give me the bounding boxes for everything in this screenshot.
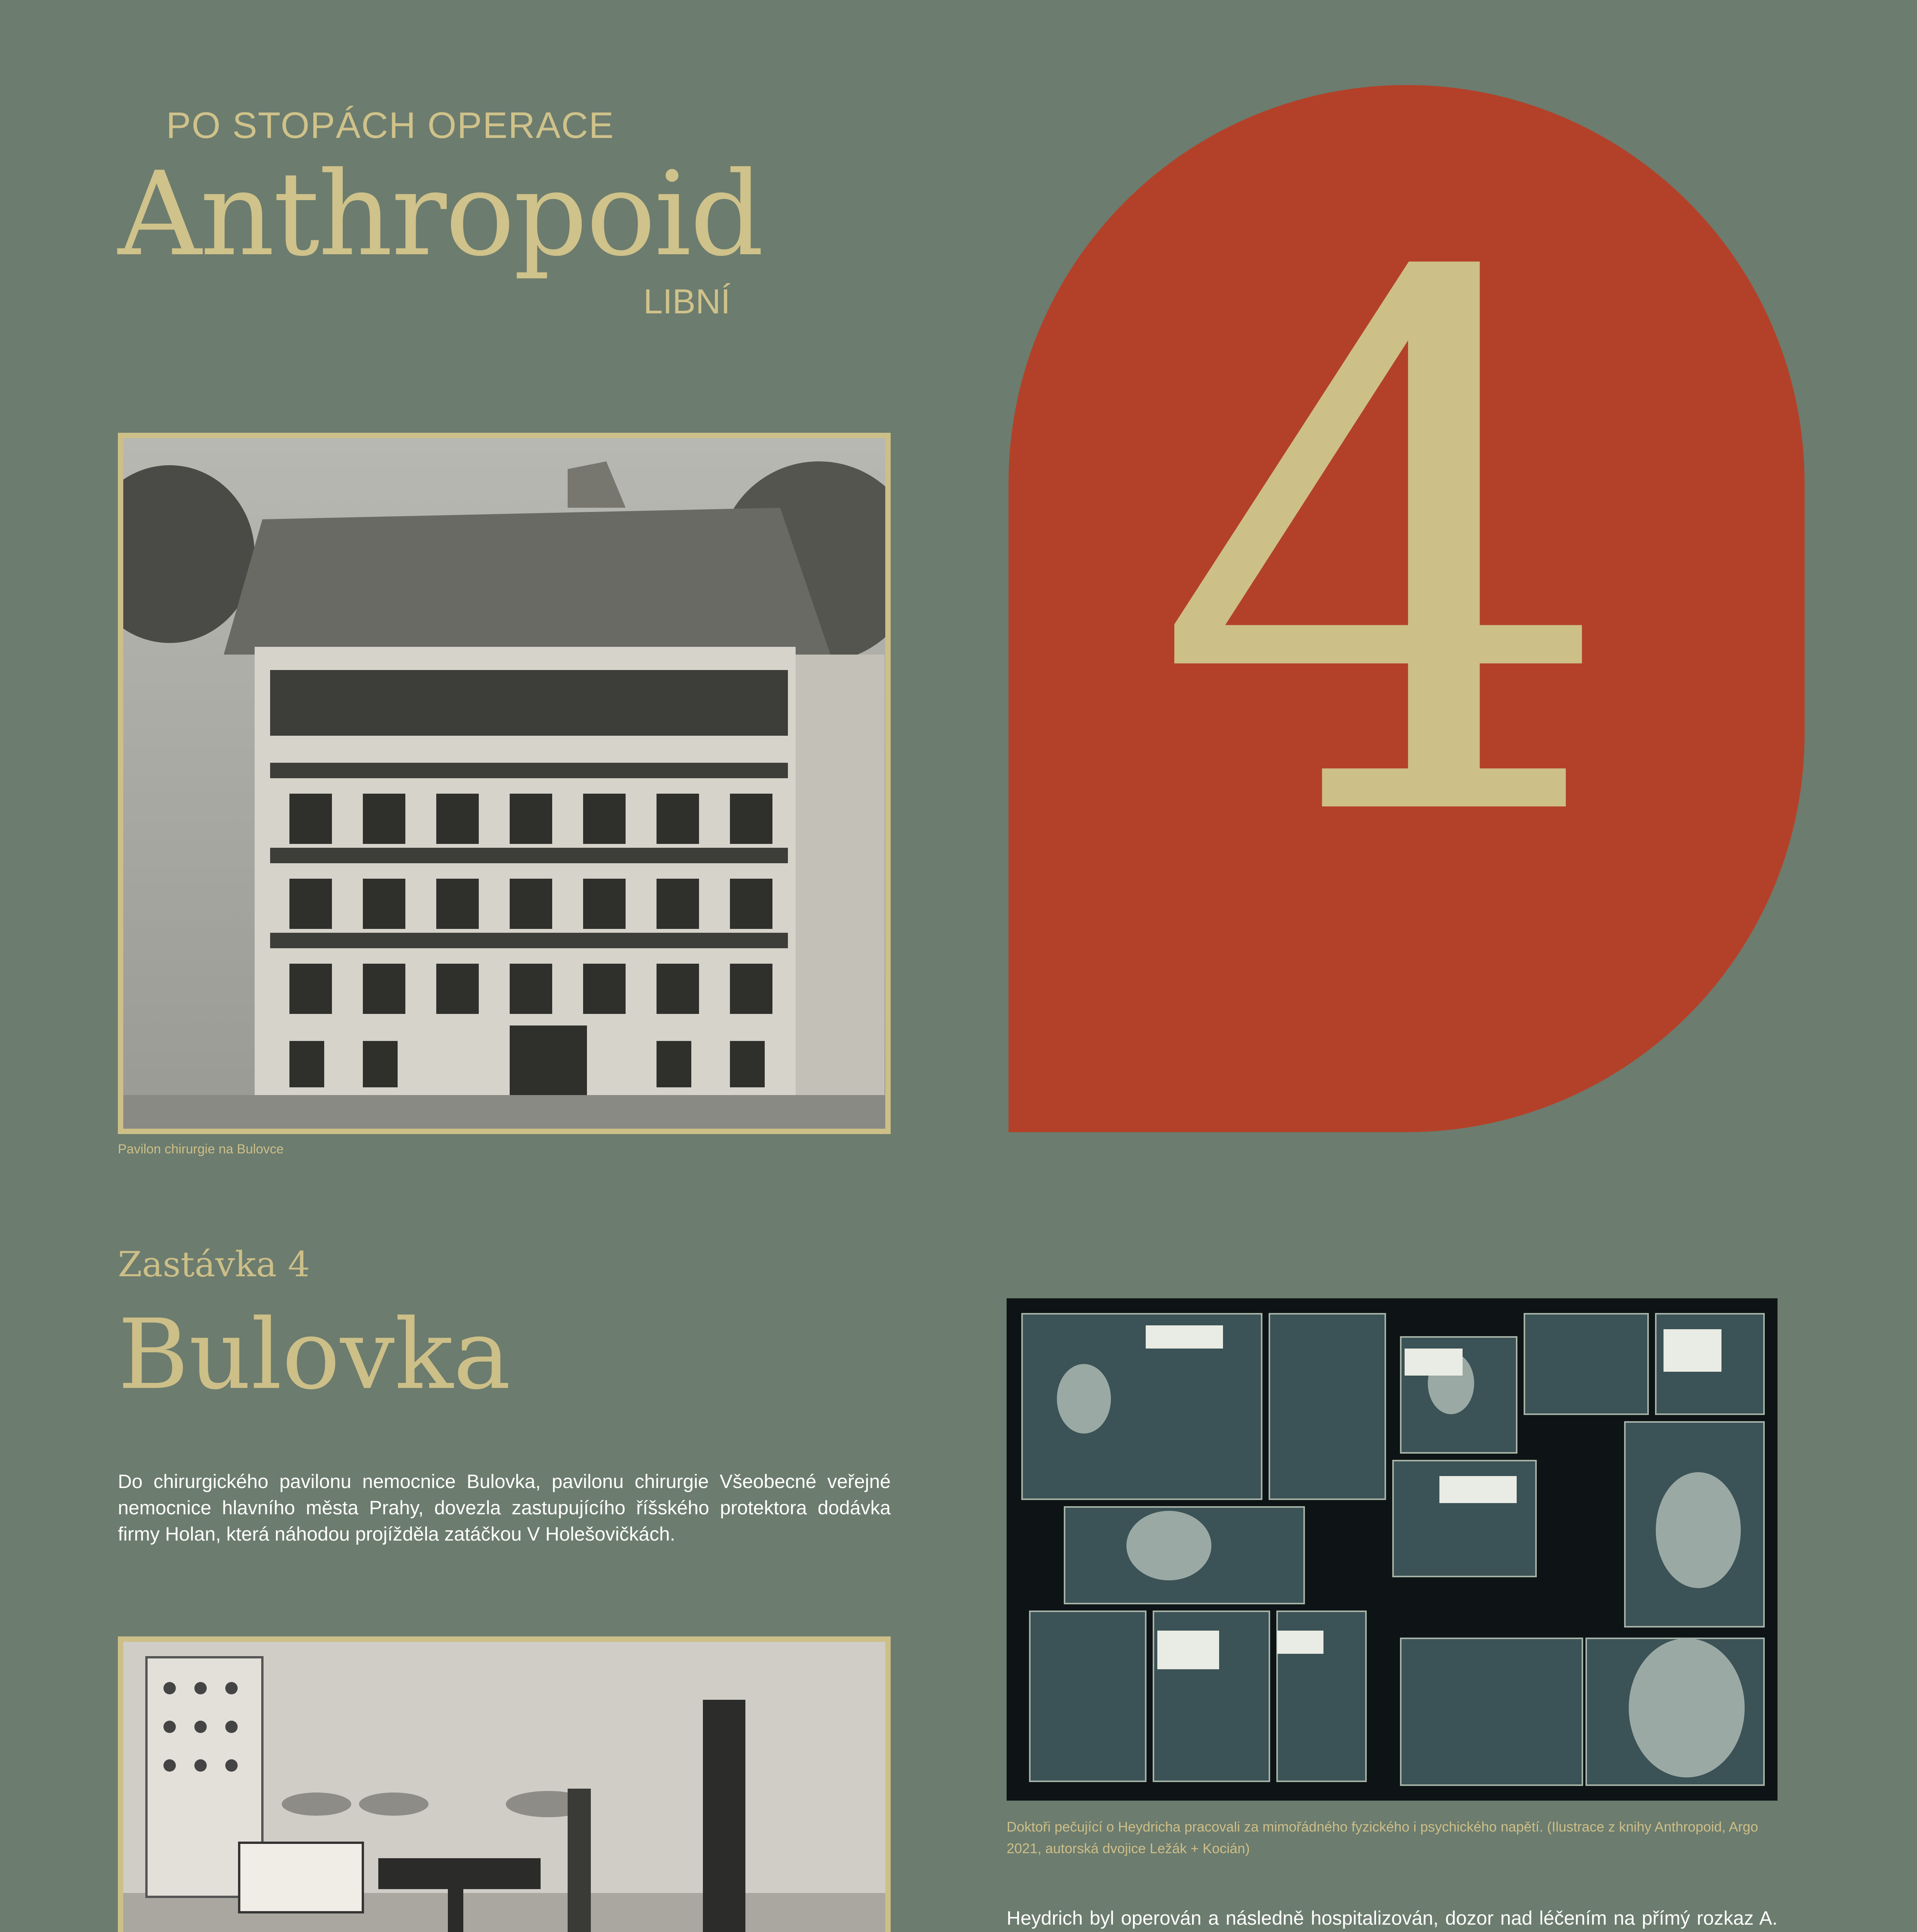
comic-caption: Doktoři pečující o Heydricha pracovali za mimořádného fyzického i psychického napětí. (Ilustrace z knihy Anthropoid, Argo 2021, autorská dvojice Ležák + Kocián) xyxy=(1007,1819,1758,1856)
operating-room-illustration xyxy=(123,1642,885,1932)
stop-label: Zastávka 4 xyxy=(118,1244,310,1285)
comic-panels xyxy=(1007,1298,1778,1801)
comic-illustration xyxy=(1007,1298,1778,1801)
location-label: LIBNÍ xyxy=(643,282,731,321)
pavilion-photo xyxy=(118,433,891,1134)
operating-room-photo xyxy=(118,1636,891,1932)
stop-title: Bulovka xyxy=(118,1298,511,1411)
intro-paragraph: Do chirurgického pavilonu nemocnice Bulovka, pavilonu chirurgie Všeobecné veřejné nemocnice hlavního města Prahy, dovezla zastupujícího říšského protektora dodávka firmy Holan, která náhodou projížděla zatáčkou V Holešovičkách. xyxy=(118,1471,891,1545)
main-title: Anthropoid xyxy=(118,147,763,282)
building-illustration xyxy=(123,438,885,1129)
series-kicker: PO STOPÁCH OPERACE xyxy=(166,105,614,146)
operation-paragraph: Heydrich byl operován a následně hospitalizován, dozor nad léčením na přímý rozkaz A. xyxy=(1007,1907,1778,1929)
pavilion-caption: Pavilon chirurgie na Bulovce xyxy=(118,1142,284,1156)
stop-badge-number: 4 xyxy=(1152,125,1619,980)
